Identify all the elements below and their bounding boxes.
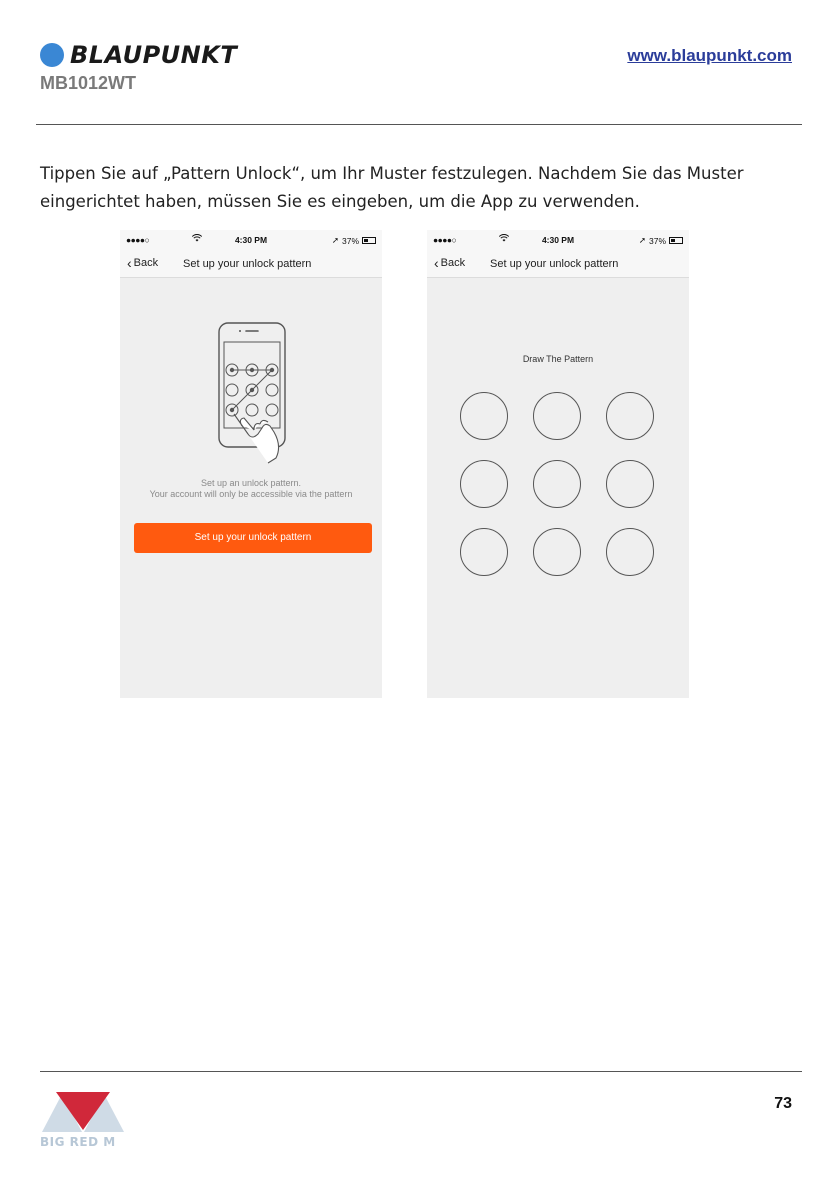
- battery-percent: 37%: [648, 235, 666, 246]
- nav-bar: [120, 250, 382, 278]
- battery-status: [639, 235, 683, 246]
- back-button[interactable]: [434, 254, 466, 271]
- svg-text:BIG RED M: BIG RED M: [40, 1135, 116, 1149]
- battery-percent: 37%: [341, 235, 359, 246]
- website-link[interactable]: www.blaupunkt.com: [627, 46, 792, 65]
- status-time: 4:30 PM: [541, 235, 575, 245]
- draw-pattern-prompt: Draw The Pattern: [522, 354, 594, 364]
- location-icon: ➚: [331, 235, 339, 245]
- model-number: MB1012WT: [40, 73, 137, 93]
- setup-caption: [120, 478, 382, 500]
- footer-divider: [40, 1071, 802, 1072]
- pattern-node[interactable]: [460, 392, 508, 440]
- back-label: Back: [133, 257, 159, 269]
- nav-title: Set up your unlock pattern: [490, 258, 619, 270]
- header-divider: [36, 124, 802, 125]
- chevron-left-icon: ‹: [127, 254, 132, 271]
- page-number: 73: [774, 1095, 792, 1112]
- battery-status: [332, 235, 376, 246]
- brand-name: BLAUPUNKT: [70, 41, 238, 69]
- pattern-node[interactable]: [533, 528, 581, 576]
- status-bar: [120, 230, 382, 250]
- brand-dot-icon: [40, 43, 64, 67]
- back-label: Back: [440, 257, 466, 269]
- big-red-m-mark-icon: [40, 1090, 126, 1150]
- setup-pattern-button[interactable]: Set up your unlock pattern: [134, 523, 372, 553]
- pattern-grid[interactable]: [460, 392, 656, 576]
- battery-icon: [362, 237, 376, 244]
- pattern-node[interactable]: [460, 528, 508, 576]
- location-icon: ➚: [638, 235, 646, 245]
- screenshot-setup-pattern: [120, 230, 382, 698]
- pattern-node[interactable]: [460, 460, 508, 508]
- status-bar: [427, 230, 689, 250]
- signal-indicator: ●●●●○: [126, 235, 150, 245]
- signal-indicator: ●●●●○: [433, 235, 457, 245]
- blaupunkt-logo: [40, 41, 237, 69]
- battery-icon: [669, 237, 683, 244]
- nav-bar: [427, 250, 689, 278]
- back-button[interactable]: [127, 254, 159, 271]
- pattern-node[interactable]: [606, 528, 654, 576]
- caption-line-1: Set up an unlock pattern.: [200, 478, 302, 488]
- caption-line-2: Your account will only be accessible via the pattern: [149, 489, 353, 499]
- pattern-node[interactable]: [533, 460, 581, 508]
- big-red-m-logo: [40, 1090, 126, 1155]
- pattern-node[interactable]: [533, 392, 581, 440]
- screenshot-draw-pattern: [427, 230, 689, 698]
- pattern-node[interactable]: [606, 392, 654, 440]
- nav-title: Set up your unlock pattern: [183, 258, 312, 270]
- instruction-paragraph: Tippen Sie auf „Pattern Unlock“, um Ihr Muster festzulegen. Nachdem Sie das Muster eingerichtet haben, müssen Sie es eingeben, um die App zu verwenden.: [40, 164, 744, 211]
- phone-pattern-illustration-icon: [218, 322, 290, 464]
- status-time: 4:30 PM: [234, 235, 268, 245]
- pattern-node[interactable]: [606, 460, 654, 508]
- chevron-left-icon: ‹: [434, 254, 439, 271]
